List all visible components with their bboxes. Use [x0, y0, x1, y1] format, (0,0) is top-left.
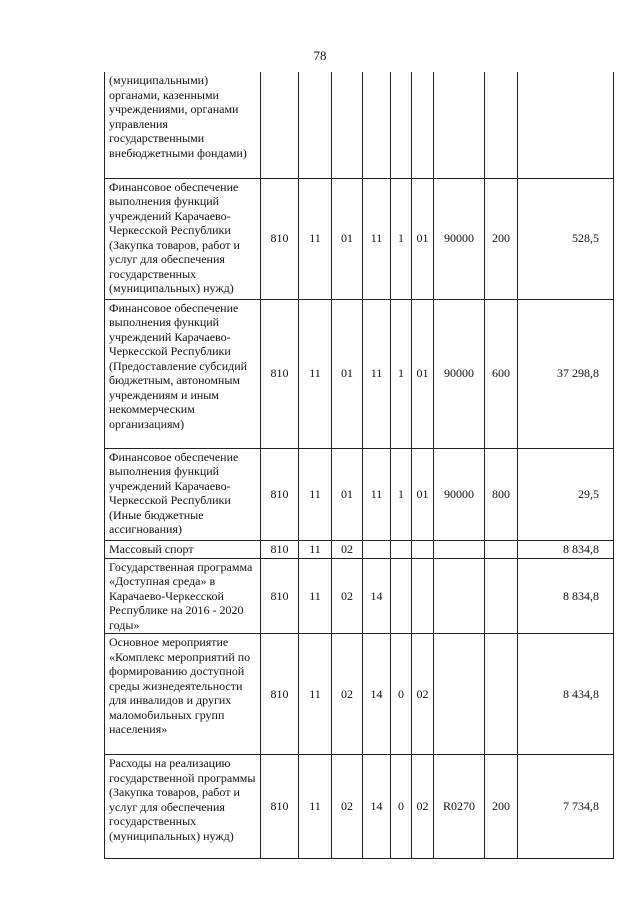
expense-type-code-cell [485, 634, 518, 755]
table-row [105, 178, 614, 299]
section-code-cell: 11 [299, 448, 332, 540]
subprogram-code-cell: 1 [391, 299, 412, 448]
amount-cell: 528,5 [518, 178, 614, 299]
subprogram-code-cell [391, 540, 412, 558]
section-code-cell: 11 [299, 558, 332, 634]
main-event-code-cell [412, 540, 434, 558]
program-code-cell: 11 [363, 448, 391, 540]
subsection-code-cell: 02 [332, 634, 363, 755]
program-code-cell: 14 [363, 558, 391, 634]
section-code-cell: 11 [299, 634, 332, 755]
subsection-code-cell: 01 [332, 448, 363, 540]
table-row [105, 540, 614, 558]
direction-code-cell: 90000 [434, 178, 485, 299]
ministry-code-cell: 810 [261, 755, 299, 859]
main-event-code-cell: 02 [412, 755, 434, 859]
ministry-code-cell: 810 [261, 448, 299, 540]
program-code-cell [363, 72, 391, 178]
direction-code-cell: 90000 [434, 448, 485, 540]
amount-cell: 29,5 [518, 448, 614, 540]
expense-type-code-cell: 200 [485, 178, 518, 299]
amount-cell: 7 734,8 [518, 755, 614, 859]
ministry-code-cell: 810 [261, 540, 299, 558]
expense-type-code-cell [485, 72, 518, 178]
description-cell: Финансовое обеспечение выполнения функций учреждений Карачаево-Черкесской Республики (Закупка товаров, работ и услуг для обеспечения государственных (муниципальных) нужд) [105, 178, 261, 299]
expense-type-code-cell [485, 558, 518, 634]
main-event-code-cell [412, 72, 434, 178]
program-code-cell: 11 [363, 178, 391, 299]
subprogram-code-cell: 0 [391, 634, 412, 755]
table-body [105, 72, 614, 859]
subprogram-code-cell: 1 [391, 448, 412, 540]
description-cell: Основное мероприятие «Комплекс мероприятий по формированию доступной среды жизнедеятельности для инвалидов и других маломобильных групп населения» [105, 634, 261, 755]
amount-cell [518, 72, 614, 178]
description-cell: Расходы на реализацию государственной программы (Закупка товаров, работ и услуг для обеспечения государственных (муниципальных) нужд) [105, 755, 261, 859]
section-code-cell [299, 72, 332, 178]
subprogram-code-cell [391, 72, 412, 178]
section-code-cell: 11 [299, 755, 332, 859]
table-row [105, 299, 614, 448]
expense-type-code-cell: 200 [485, 755, 518, 859]
ministry-code-cell: 810 [261, 299, 299, 448]
section-code-cell: 11 [299, 299, 332, 448]
ministry-code-cell: 810 [261, 558, 299, 634]
program-code-cell [363, 540, 391, 558]
description-cell: Массовый спорт [105, 540, 261, 558]
table-row [105, 634, 614, 755]
table-row [105, 448, 614, 540]
table-row [105, 72, 614, 178]
amount-cell: 8 834,8 [518, 558, 614, 634]
program-code-cell: 14 [363, 755, 391, 859]
program-code-cell: 14 [363, 634, 391, 755]
main-event-code-cell: 01 [412, 299, 434, 448]
subprogram-code-cell: 0 [391, 755, 412, 859]
section-code-cell: 11 [299, 178, 332, 299]
main-event-code-cell: 01 [412, 178, 434, 299]
expense-type-code-cell: 800 [485, 448, 518, 540]
budget-table [104, 72, 614, 859]
ministry-code-cell: 810 [261, 634, 299, 755]
main-event-code-cell: 01 [412, 448, 434, 540]
subsection-code-cell: 02 [332, 540, 363, 558]
ministry-code-cell: 810 [261, 178, 299, 299]
direction-code-cell [434, 558, 485, 634]
subsection-code-cell: 01 [332, 178, 363, 299]
direction-code-cell: 90000 [434, 299, 485, 448]
section-code-cell: 11 [299, 540, 332, 558]
description-cell: Финансовое обеспечение выполнения функций учреждений Карачаево-Черкесской Республики (Предоставление субсидий бюджетным, автономным учреждениям и иным некоммерческим организациям) [105, 299, 261, 448]
expense-type-code-cell: 600 [485, 299, 518, 448]
subsection-code-cell: 02 [332, 755, 363, 859]
page-number: 78 [313, 48, 327, 63]
table-row [105, 558, 614, 634]
description-cell: Государственная программа «Доступная среда» в Карачаево-Черкесской Республике на 2016 - 2020 годы» [105, 558, 261, 634]
expense-type-code-cell [485, 540, 518, 558]
subsection-code-cell: 02 [332, 558, 363, 634]
table-row [105, 755, 614, 859]
direction-code-cell [434, 72, 485, 178]
ministry-code-cell [261, 72, 299, 178]
description-cell: (муниципальными) органами, казенными учреждениями, органами управления государственными внебюджетными фондами) [105, 72, 261, 178]
description-cell: Финансовое обеспечение выполнения функций учреждений Карачаево-Черкесской Республики (Иные бюджетные ассигнования) [105, 448, 261, 540]
subsection-code-cell [332, 72, 363, 178]
amount-cell: 37 298,8 [518, 299, 614, 448]
subsection-code-cell: 01 [332, 299, 363, 448]
main-event-code-cell: 02 [412, 634, 434, 755]
direction-code-cell: R0270 [434, 755, 485, 859]
direction-code-cell [434, 540, 485, 558]
subprogram-code-cell [391, 558, 412, 634]
direction-code-cell [434, 634, 485, 755]
main-event-code-cell [412, 558, 434, 634]
subprogram-code-cell: 1 [391, 178, 412, 299]
amount-cell: 8 834,8 [518, 540, 614, 558]
program-code-cell: 11 [363, 299, 391, 448]
amount-cell: 8 434,8 [518, 634, 614, 755]
